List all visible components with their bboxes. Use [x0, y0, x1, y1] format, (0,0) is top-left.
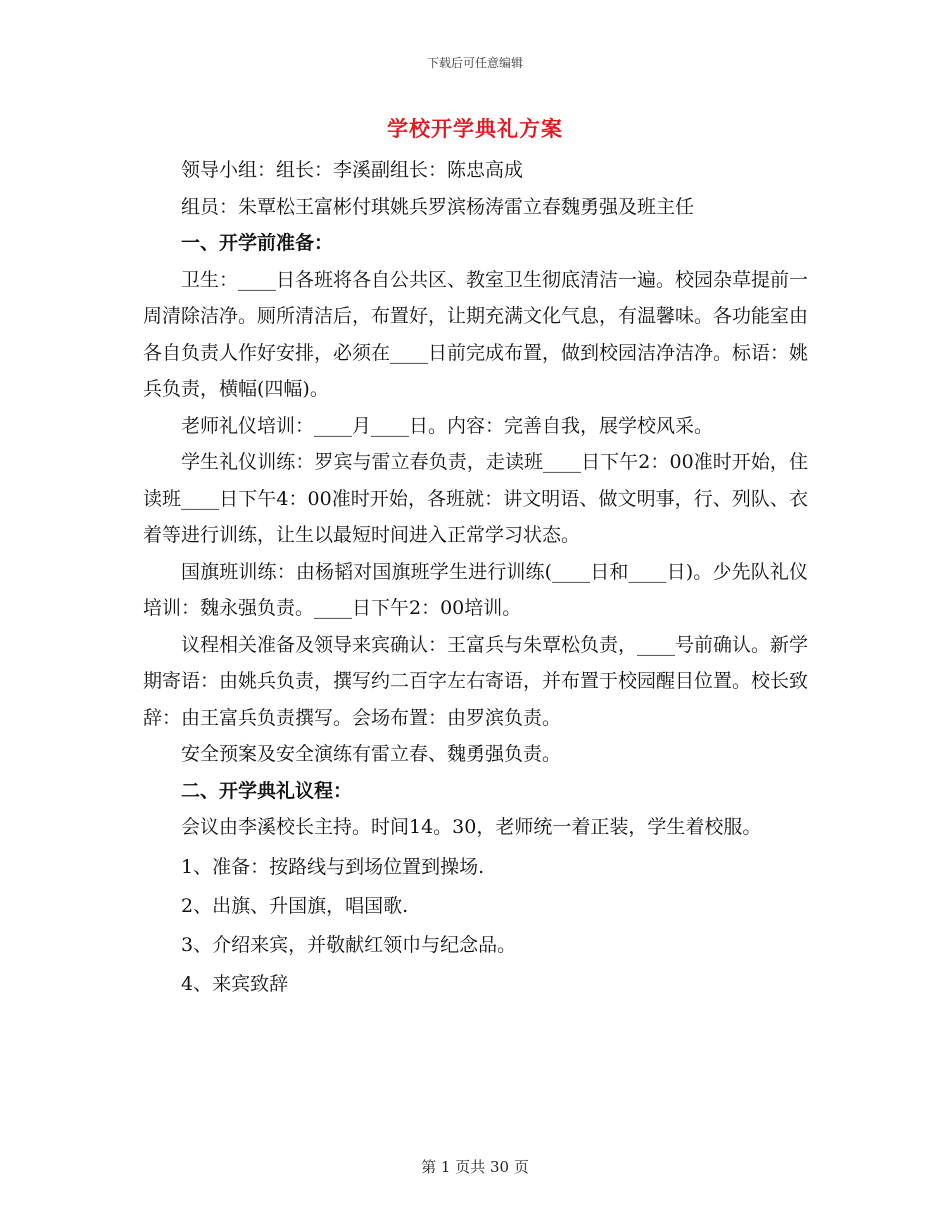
- paragraph-safety: 安全预案及安全演练有雷立春、魏勇强负责。: [181, 743, 562, 765]
- paragraph-hygiene: 卫生：____日各班将各自公共区、教室卫生彻底清洁一遍。校园杂草提前一周清除洁净。厕所清洁后，布置好，让期充满文化气息，有温馨味。各功能室由各自负责人作好安排，必须在____日前完成布置，做到校园洁净洁净。标语：姚兵负责，横幅(四幅)。: [143, 268, 809, 400]
- document-title: 学校开学典礼方案: [387, 116, 563, 141]
- document-body: [143, 152, 808, 1002]
- list-item: 3、介绍来宾，并敬献红领巾与纪念品。: [181, 933, 517, 956]
- section-heading-preparation: 一、开学前准备：: [181, 232, 334, 254]
- paragraph-agenda-prep: 议程相关准备及领导来宾确认：王富兵与朱覃松负责，____号前确认。新学期寄语：由姚兵负责，撰写约二百字左右寄语，并布置于校园醒目位置。校长致辞：由王富兵负责撰写。会场布置：由罗滨负责。: [143, 633, 809, 729]
- list-item: 4、来宾致辞: [181, 972, 289, 995]
- paragraph-host: 会议由李溪校长主持。时间14。30，老师统一着正装，学生着校服。: [181, 816, 762, 838]
- paragraph-teacher-training: 老师礼仪培训：____月____日。内容：完善自我，展学校风采。: [181, 414, 714, 437]
- paragraph-members: 组员：朱覃松王富彬付琪姚兵罗滨杨涛雷立春魏勇强及班主任: [181, 195, 695, 218]
- header-note: 下载后可任意编辑: [426, 56, 523, 70]
- list-item: 2、出旗、升国旗，唱国歌.: [181, 894, 409, 917]
- paragraph-flag-training: 国旗班训练：由杨韬对国旗班学生进行训练(____日和____日)。少先队礼仪培训：魏永强负责。____日下午2：00培训。: [143, 560, 808, 619]
- list-item: 1、准备：按路线与到场位置到操场.: [181, 855, 485, 878]
- section-heading-agenda: 二、开学典礼议程：: [181, 779, 353, 802]
- paragraph-student-training: 学生礼仪训练：罗宾与雷立春负责，走读班____日下午2：00准时开始，住读班____日下午4：00准时开始，各班就：讲文明语、做文明事，行、列队、衣着等进行训练，让生以最短时间进入正常学习状态。: [143, 451, 808, 546]
- page-indicator: 第 1 页共 30 页: [421, 1158, 529, 1176]
- paragraph-leadership: 领导小组：组长：李溪副组长：陈忠高成: [181, 159, 524, 181]
